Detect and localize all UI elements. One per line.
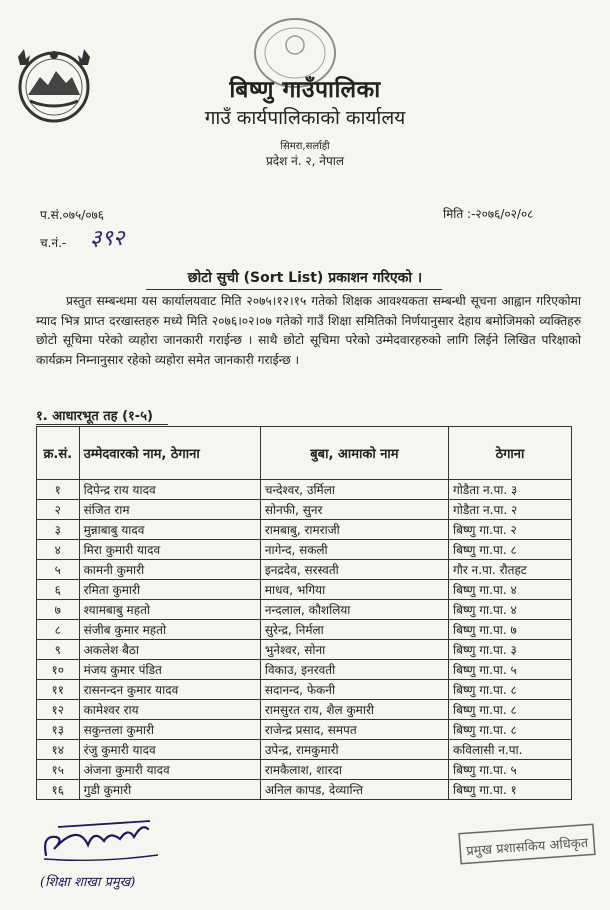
office-province: प्रदेश नं. २, नेपाल [265, 154, 345, 168]
cell-sn: २ [37, 500, 80, 520]
table-row [37, 660, 572, 680]
cell-address: बिष्णु गा.पा. ५ [448, 760, 571, 780]
cell-name: कामनी कुमारी [79, 560, 260, 580]
cell-sn: १२ [37, 700, 80, 720]
cell-sn: ११ [37, 680, 80, 700]
table-header-row [37, 427, 572, 480]
cell-parents: नन्दलाल, कौशलिया [260, 600, 448, 620]
cell-address: बिष्णु गा.पा. ८ [448, 720, 571, 740]
cell-address: कविलासी न.पा. [448, 740, 571, 760]
cell-name: अकलेश बैठा [79, 640, 260, 660]
office-name: बिष्णु गाउँपालिका [229, 77, 381, 103]
letter-date: मिति :-२०७६/०२/०८ [443, 207, 534, 221]
table-row [37, 540, 572, 560]
cell-name: संजीब कुमार महतो [79, 620, 260, 640]
table-row [37, 760, 572, 780]
header-sn: क्र.सं. [37, 427, 80, 480]
cell-parents: सदानन्द, फेकनी [260, 680, 448, 700]
cell-address: बिष्णु गा.पा. ८ [448, 700, 571, 720]
cell-parents: राजेन्द्र प्रसाद, समपत [260, 720, 448, 740]
cell-parents: विकाउ, इनरवती [260, 660, 448, 680]
handwritten-signature [38, 815, 168, 865]
cell-sn: १४ [37, 740, 80, 760]
cell-parents: रामसुरत राय, शैल कुमारी [260, 700, 448, 720]
cell-name: अंजना कुमारी यादव [79, 760, 260, 780]
cell-parents: सुरेन्द्र, निर्मला [260, 620, 448, 640]
cell-name: मंजय कुमार पंडित [79, 660, 260, 680]
chief-officer-stamp-text: प्रमुख प्रशासकिय अधिकृत [465, 835, 589, 860]
header-parents: बुबा, आमाको नाम [260, 427, 448, 480]
section-underline [36, 424, 168, 425]
table-row [37, 600, 572, 620]
table-row [37, 560, 572, 580]
cell-address: बिष्णु गा.पा. ७ [448, 620, 571, 640]
cell-address: गौर न.पा. रौतहट [448, 560, 571, 580]
header-address: ठेगाना [448, 427, 571, 480]
cell-parents: रामबाबु, रामराजी [260, 520, 448, 540]
letter-body: प्रस्तुत सम्बन्धमा यस कार्यालयवाट मिति २०७५।१२।१५ गतेको शिक्षक आवश्यकता सम्बन्धी सूचना आह्वान गरिएकोमा म्याद भित्र प्राप्त दरखास्तहरु मध्ये मिति २०७६।०२।०७ गतेको गाउँ शिक्षा समितिको निर्णयानुसार देहाय बमोजिमको व्यक्तिहरु छोटो सूचिमा परेको व्यहोरा जानकारी गराईन्छ । साथै छोटो सूचिमा परेको उम्मेदवारहरुको लागि लिईने लिखित परिक्षाको कार्यक्रम निम्नानुसार रहेको व्यहोरा समेत जानकारी गराईन्छ । [36, 294, 581, 367]
cell-name: दिपेन्द्र राय यादव [79, 480, 260, 500]
cell-address: बिष्णु गा.पा. ८ [448, 540, 571, 560]
shortlist-table [36, 426, 572, 800]
cell-sn: ५ [37, 560, 80, 580]
office-subtitle: गाउँ कार्यपालिकाको कार्यालय [204, 107, 406, 129]
cell-address: गोडैता न.पा. ३ [448, 480, 571, 500]
cell-sn: ९ [37, 640, 80, 660]
header-name: उम्मेदवारको नाम, ठेगाना [79, 427, 260, 480]
table-row [37, 720, 572, 740]
table-row [37, 640, 572, 660]
cell-address: बिष्णु गा.पा. ८ [448, 680, 571, 700]
cell-name: मुन्नाबाबु यादव [79, 520, 260, 540]
cell-name: कामेश्वर राय [79, 700, 260, 720]
cell-parents: भुनेश्वर, सोना [260, 640, 448, 660]
dispatch-number: ३९२ [90, 226, 125, 251]
cell-address: बिष्णु गा.पा. ५ [448, 660, 571, 680]
letter-ref-number: प.सं.०७५/०७६ [40, 208, 105, 222]
cell-name: श्यामबाबु महतो [79, 600, 260, 620]
table-row [37, 500, 572, 520]
cell-sn: ४ [37, 540, 80, 560]
table-row [37, 480, 572, 500]
subject-underline [146, 289, 442, 290]
chief-officer-stamp [456, 815, 598, 905]
cell-sn: ३ [37, 520, 80, 540]
signatory-title: (शिक्षा शाखा प्रमुख) [40, 875, 136, 890]
cell-address: गोडैता न.पा. २ [448, 500, 571, 520]
cell-sn: ७ [37, 600, 80, 620]
cell-address: बिष्णु गा.पा. ४ [448, 580, 571, 600]
cell-parents: इनद्रदेव, सरस्वती [260, 560, 448, 580]
cell-address: बिष्णु गा.पा. ४ [448, 600, 571, 620]
cell-sn: १३ [37, 720, 80, 740]
cell-address: बिष्णु गा.पा. २ [448, 520, 571, 540]
cell-parents: चन्देश्वर, उर्मिला [260, 480, 448, 500]
cell-sn: १० [37, 660, 80, 680]
cell-address: बिष्णु गा.पा. १ [448, 780, 571, 800]
cell-name: रमिता कुमारी [79, 580, 260, 600]
cell-sn: १५ [37, 760, 80, 780]
cell-name: मिरा कुमारी यादव [79, 540, 260, 560]
table-row [37, 580, 572, 600]
cell-parents: माधव, भगिया [260, 580, 448, 600]
cell-name: रासनन्दन कुमार यादव [79, 680, 260, 700]
cell-name: सकुन्तला कुमारी [79, 720, 260, 740]
cell-name: गुडी कुमारी [79, 780, 260, 800]
cell-parents: अनिल कापड, देव्यान्ति [260, 780, 448, 800]
letter-subject: छोटो सुची (Sort List) प्रकाशन गरिएको । [187, 270, 423, 286]
cell-parents: नागेन्द, सकली [260, 540, 448, 560]
table-row [37, 520, 572, 540]
cell-sn: १६ [37, 780, 80, 800]
table-row [37, 700, 572, 720]
table-row [37, 740, 572, 760]
cell-sn: ८ [37, 620, 80, 640]
table-row [37, 620, 572, 640]
cell-parents: सोनफी, सुनर [260, 500, 448, 520]
cell-parents: उपेन्द्र, रामकुमारी [260, 740, 448, 760]
office-address: सिमरा,सर्लाही [280, 141, 330, 152]
cell-address: बिष्णु गा.पा. ३ [448, 640, 571, 660]
table-row [37, 780, 572, 800]
cell-sn: ६ [37, 580, 80, 600]
cell-name: संजित राम [79, 500, 260, 520]
cell-name: रंजु कुमारी यादव [79, 740, 260, 760]
table-row [37, 680, 572, 700]
dispatch-label: च.नं.- [40, 236, 67, 250]
cell-sn: १ [37, 480, 80, 500]
cell-parents: रामकैलाश, शारदा [260, 760, 448, 780]
section-title: १. आधारभूत तह (१-५) [36, 409, 153, 424]
